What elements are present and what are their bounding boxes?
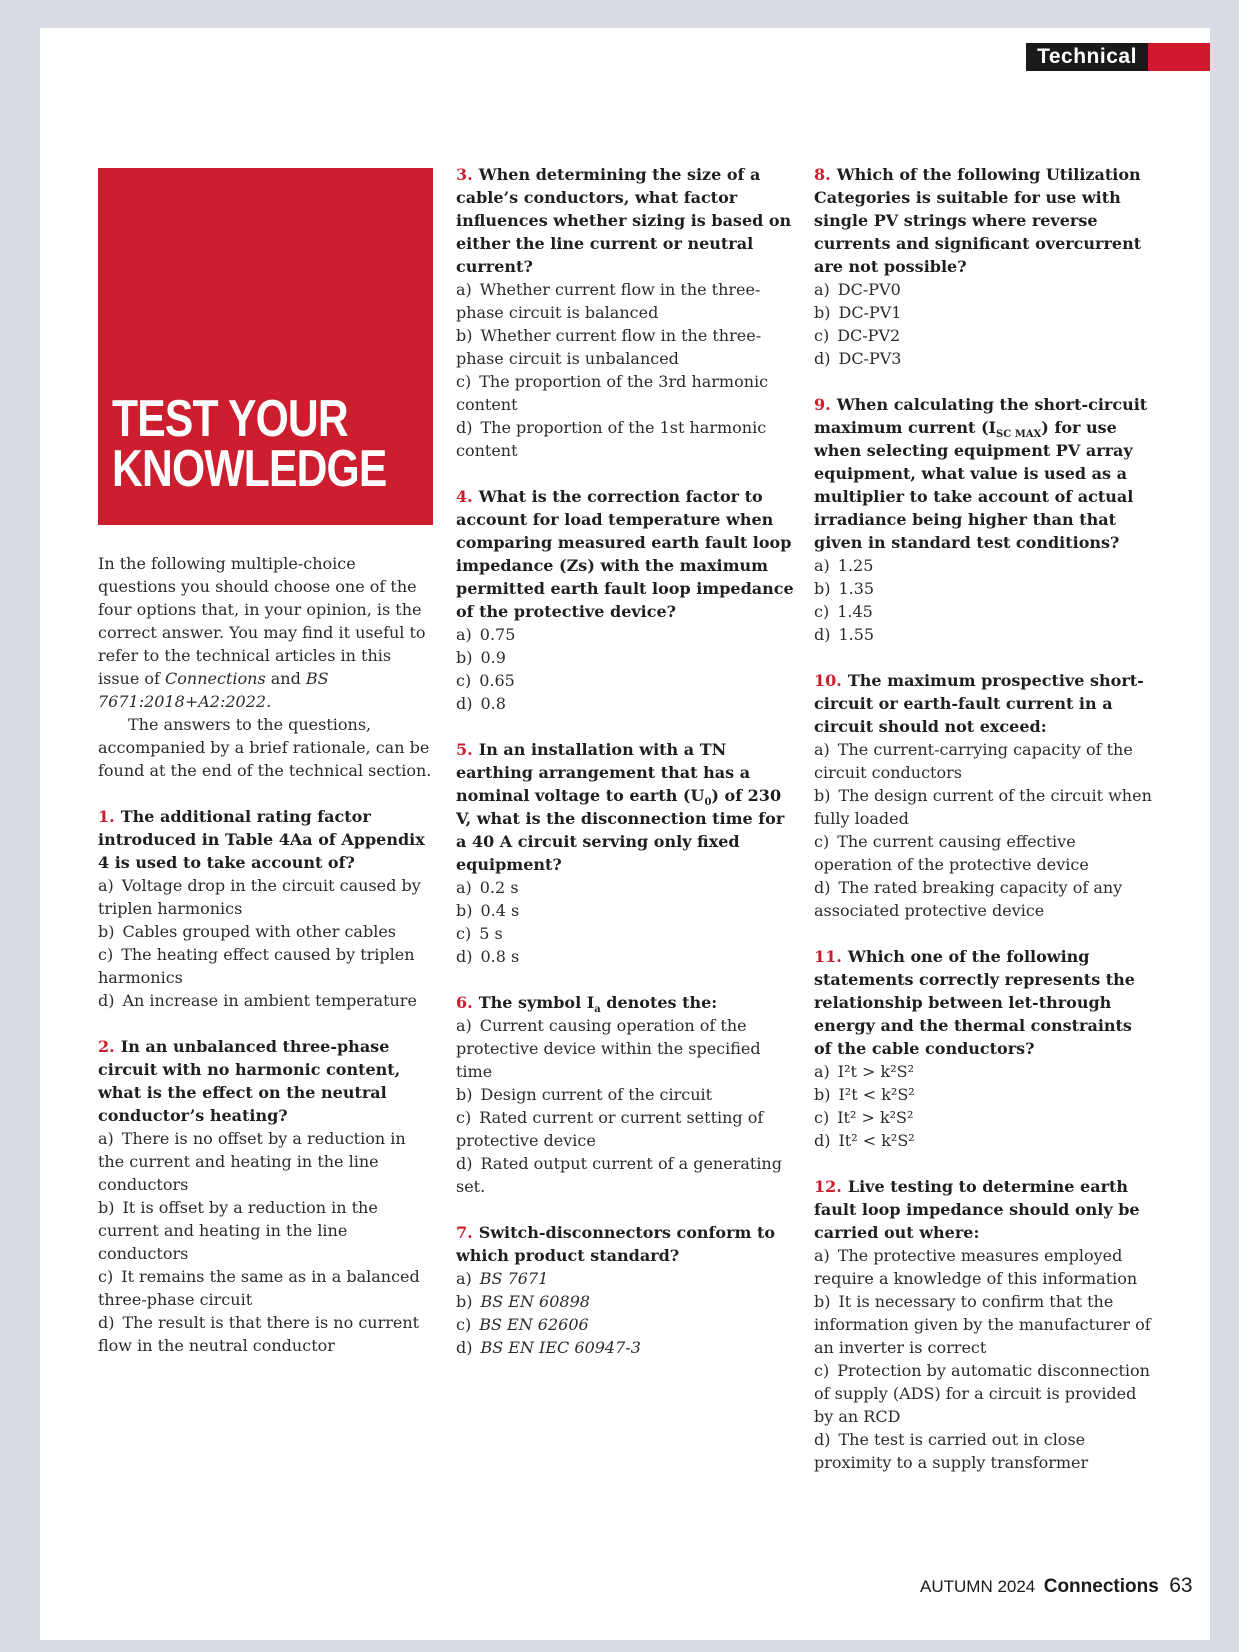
option-b[interactable]: b) The design current of the circuit when fully loaded [814,786,1152,828]
intro-paragraph-2: The answers to the questions, accompanied by a brief rationale, can be found at the end of the technical section. [98,715,432,780]
question-number: 6. [456,993,473,1012]
option-d[interactable]: d) It² < k²S² [814,1131,915,1150]
option-d[interactable]: d) Rated output current of a generating set. [456,1154,782,1196]
question-8 [814,163,1154,370]
page-title [112,390,387,498]
option-b[interactable]: b) BS EN 60898 [456,1292,590,1311]
question-number: 10. [814,671,842,690]
question-7 [456,1221,796,1359]
question-9 [814,393,1154,646]
option-d[interactable]: d) DC-PV3 [814,349,902,368]
question-10 [814,669,1154,922]
question-6 [456,991,796,1198]
option-b[interactable]: b) Design current of the circuit [456,1085,713,1104]
option-c[interactable]: c) Protection by automatic disconnection of supply (ADS) for a circuit is provided by an RCD [814,1361,1150,1426]
column-2 [456,163,796,1382]
option-a[interactable]: a) 0.75 [456,625,516,644]
question-number: 11. [814,947,842,966]
option-c[interactable]: c) DC-PV2 [814,326,901,345]
option-d[interactable]: d) An increase in ambient temperature [98,991,417,1010]
option-a[interactable]: a) Current causing operation of the protective device within the specified time [456,1016,761,1081]
question-text: Live testing to determine earth fault loop impedance should only be carried out where: [814,1177,1140,1242]
question-5 [456,738,796,968]
title-line-1: TEST YOUR [112,390,348,448]
section-tab-label: Technical [1026,43,1148,71]
option-c[interactable]: c) The current causing effective operation of the protective device [814,832,1089,874]
option-d[interactable]: d) 0.8 [456,694,506,713]
question-text: When determining the size of a cable’s conductors, what factor influences whether sizing is based on either the line current or neutral current? [456,165,792,276]
option-b[interactable]: b) 0.9 [456,648,506,667]
question-11 [814,945,1154,1152]
question-text: What is the correction factor to account for load temperature when comparing measured earth fault loop impedance (Zs) with the maximum permitted earth fault loop impedance of the protective device? [456,487,794,621]
option-b[interactable]: b) 1.35 [814,579,875,598]
question-text: Which of the following Utilization Categories is suitable for use with single PV strings where reverse currents and significant overcurrent are not possible? [814,165,1142,276]
question-text: When calculating the short-circuit maximum current $(I_{SC MAX})$ for use when selecting equipment PV array equipment, what value is used as a multiplier to take account of actual irradiance being higher than that given in standard test conditions? [814,395,1148,552]
option-b[interactable]: b) It is necessary to confirm that the information given by the manufacturer of an inverter is correct [814,1292,1151,1357]
question-text: The additional rating factor introduced in Table 4Aa of Appendix 4 is used to take account of? [98,807,425,872]
option-c[interactable]: c) 5 s [456,924,503,943]
magazine-logo: Connections [1043,1576,1159,1597]
option-b[interactable]: b) Cables grouped with other cables [98,922,396,941]
issue-season: AUTUMN 2024 [920,1577,1036,1596]
option-c[interactable]: c) Rated current or current setting of protective device [456,1108,764,1150]
question-number: 3. [456,165,473,184]
option-a[interactable]: a) 0.2 s [456,878,519,897]
option-a[interactable]: a) DC-PV0 [814,280,901,299]
option-a[interactable]: a) The protective measures employed require a knowledge of this information [814,1246,1138,1288]
title-line-2: KNOWLEDGE [112,440,387,498]
option-a[interactable]: a) The current-carrying capacity of the circuit conductors [814,740,1133,782]
column-1 [98,552,436,1380]
option-b[interactable]: b) 0.4 s [456,901,520,920]
page-footer [920,1574,1193,1598]
option-b[interactable]: b) Whether current flow in the three-phase circuit is unbalanced [456,326,762,368]
question-text: The maximum prospective short-circuit or earth-fault current in a circuit should not exceed: [814,671,1144,736]
option-d[interactable]: d) The result is that there is no current flow in the neutral conductor [98,1313,420,1355]
option-a[interactable]: a) BS 7671 [456,1269,549,1288]
option-d[interactable]: d) The proportion of the 1st harmonic content [456,418,767,460]
option-c[interactable]: c) It remains the same as in a balanced three-phase circuit [98,1267,420,1309]
option-c[interactable]: c) 0.65 [456,671,515,690]
question-3 [456,163,796,462]
option-a[interactable]: a) I²t > k²S² [814,1062,915,1081]
question-12 [814,1175,1154,1474]
question-number: 12. [814,1177,842,1196]
option-a[interactable]: a) Whether current flow in the three-phase circuit is balanced [456,280,761,322]
question-number: 2. [98,1037,115,1056]
question-number: 7. [456,1223,473,1242]
question-4 [456,485,796,715]
standard-name: BS 7671:2018+A2:2022. [98,669,329,711]
option-d[interactable]: d) The test is carried out in close proximity to a supply transformer [814,1430,1089,1472]
option-a[interactable]: a) There is no offset by a reduction in the current and heating in the line conductors [98,1129,406,1194]
question-number: 9. [814,395,831,414]
question-number: 1. [98,807,115,826]
option-c[interactable]: c) The heating effect caused by triplen harmonics [98,945,415,987]
question-number: 8. [814,165,831,184]
option-d[interactable]: d) 0.8 s [456,947,520,966]
question-2 [98,1035,436,1357]
question-number: 4. [456,487,473,506]
intro-text [98,552,436,782]
question-number: 5. [456,740,473,759]
option-b[interactable]: b) It is offset by a reduction in the current and heating in the line conductors [98,1198,378,1263]
option-c[interactable]: c) It² > k²S² [814,1108,914,1127]
question-text: In an unbalanced three-phase circuit with no harmonic content, what is the effect on the neutral conductor’s heating? [98,1037,401,1125]
option-d[interactable]: d) The rated breaking capacity of any associated protective device [814,878,1123,920]
option-c[interactable]: c) 1.45 [814,602,873,621]
question-text: In an installation with a TN earthing arrangement that has a nominal voltage to earth $(U_0)$ of 230 V, what is the disconnection time for a 40 A circuit serving only fixed equipment? [456,740,785,874]
option-c[interactable]: c) The proportion of the 3rd harmonic content [456,372,769,414]
option-b[interactable]: b) I²t < k²S² [814,1085,915,1104]
intro-paragraph-1: In the following multiple-choice questions you should choose one of the four options that, in your opinion, is the correct answer. You may find it useful to refer to the technical articles in this issue of Connections and BS 7671:2018+A2:2022. [98,554,426,711]
question-text: Which one of the following statements correctly represents the relationship between let-through energy and the thermal constraints of the cable conductors? [814,947,1135,1058]
option-a[interactable]: a) 1.25 [814,556,874,575]
option-d[interactable]: d) BS EN IEC 60947-3 [456,1338,641,1357]
magazine-name: Connections [165,669,266,688]
option-d[interactable]: d) 1.55 [814,625,875,644]
page-number: 63 [1169,1574,1193,1597]
title-block [98,168,433,525]
question-text: Switch-disconnectors conform to which product standard? [456,1223,776,1265]
column-3 [814,163,1154,1497]
option-b[interactable]: b) DC-PV1 [814,303,902,322]
option-a[interactable]: a) Voltage drop in the circuit caused by triplen harmonics [98,876,421,918]
option-c[interactable]: c) BS EN 62606 [456,1315,589,1334]
question-text: The symbol $I_a$ denotes the: [478,993,718,1016]
question-1 [98,805,436,1012]
